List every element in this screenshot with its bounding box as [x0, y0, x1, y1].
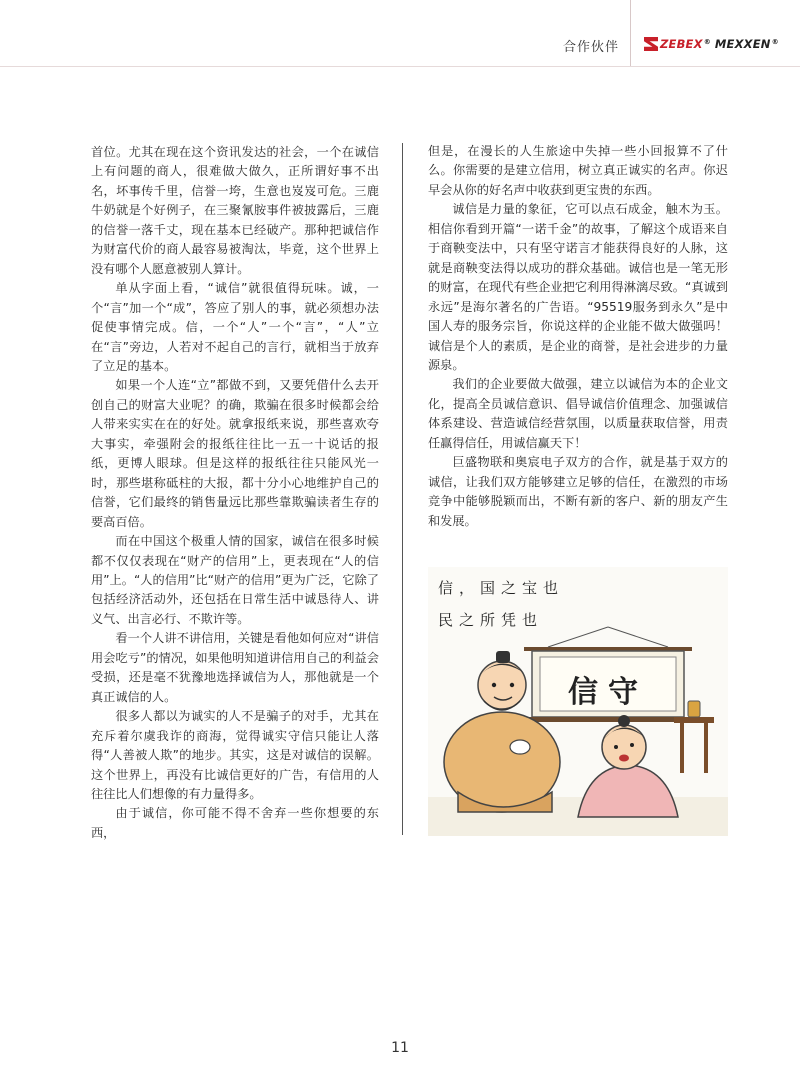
illustration-caption-line-2: 民之所凭也: [438, 611, 544, 629]
paragraph: 很多人都以为诚实的人不是骗子的对手，尤其在充斥着尔虞我诈的商海，觉得诚实守信只能让人落得“人善被人欺”的地步。其实，这是对诚信的误解。这个世界上，再没有比诚信更好的广告，有信用的人往往比人们想像的有力量得多。: [91, 709, 379, 801]
paragraph: 但是，在漫长的人生旅途中失掉一些小回报算不了什么。你需要的是建立信用，树立真正诚实的名声。你迟早会从你的好名声中收获到更宝贵的东西。: [428, 144, 728, 197]
header-divider-vertical: [630, 0, 631, 66]
paragraph: 而在中国这个极重人情的国家，诚信在很多时候都不仅仅表现在“财产的信用”上，更表现在“人的信用”上。“人的信用”比“财产的信用”更为广泛，它除了包括经济活动外，还包括在日常生活中诚恳待人、讲义气、出言必行、不欺许等。: [91, 534, 379, 626]
page-header: [0, 0, 800, 70]
logo-mexxen: MEXXEN: [714, 37, 771, 51]
illustration-caption-line-1: 信，国之宝也: [438, 579, 565, 597]
scroll-calligraphy: 信守: [568, 675, 648, 710]
page-number: 11: [391, 1040, 409, 1056]
registered-mark: ®: [703, 38, 711, 46]
article-left-column: [91, 143, 379, 843]
section-label: 合作伙伴: [563, 40, 620, 55]
paragraph: 我们的企业要做大做强，建立以诚信为本的企业文化，提高全员诚信意识、倡导诚信价值理念、加强诚信体系建设、营造诚信经营氛围，以质量获取信誉，用责任赢得信任，用诚信赢天下！: [428, 377, 728, 450]
registered-mark: ®: [771, 38, 779, 46]
paragraph: 由于诚信，你可能不得不舍弃一些你想要的东西，: [91, 806, 379, 840]
logo-text: [660, 37, 783, 51]
column-divider: [402, 143, 403, 835]
paragraph: 首位。尤其在现在这个资讯发达的社会，一个在诚信上有问题的商人，很难做大做久，正所谓好事不出名，坏事传千里，信誉一垮，生意也岌岌可危。三鹿牛奶就是个好例子，在三聚氰胺事件被披露后，三鹿的信誉一落千丈，现在基本已经破产。那种把诚信作为财富代价的商人最容易被淘汰，毕竟，这个世界上没有哪个人愿意被别人算计。: [91, 145, 379, 276]
zebex-logo-icon: [644, 37, 658, 51]
paragraph: 诚信是力量的象征，它可以点石成金，触木为玉。相信你看到开篇“一诺千金”的故事，了解这个成语来自于商鞅变法中，只有坚守诺言才能获得良好的人脉，这就是商鞅变法得以成功的群众基础。诚信也是一笔无形的财富，在现代有些企业把它利用得淋漓尽致。“真诚到永远”是海尔著名的广告语。“95519服务到永久”是中国人寿的服务宗旨，你说这样的企业能不做大做强吗！诚信是个人的素质，是企业的商誉，是社会进步的力量源泉。: [428, 202, 728, 372]
header-divider-horizontal: [0, 66, 800, 67]
paragraph: 看一个人讲不讲信用，关键是看他如何应对“讲信用会吃亏”的情况，如果他明知道讲信用自己的利益会受损，还是毫不犹豫地选择诚信为人，那他就是一个真正诚信的人。: [91, 631, 379, 704]
paragraph: 巨盛物联和奥宸电子双方的合作，就是基于双方的诚信，让我们双方能够建立足够的信任，在激烈的市场竞争中能够脱颖而出，不断有新的客户、新的朋友产生和发展。: [428, 455, 728, 528]
paragraph: 单从字面上看，“诚信”就很值得玩味。诚，一个“言”加一个“成”，答应了别人的事，就必须想办法促使事情完成。信，一个“人”一个“言”，“人”立在“言”旁边，人若对不起自己的言行，就相当于放弃了立足的基本。: [91, 281, 379, 373]
paragraph: 如果一个人连“立”都做不到，又要凭借什么去开创自己的财富大业呢？的确，欺骗在很多时候都会给人带来实实在在的好处。就拿报纸来说，那些喜欢夸大事实，牵强附会的报纸往往比一五一十说话的报纸，更博人眼球。但是这样的报纸往往只能风光一时，那些堪称砥柱的大报，都十分小心地维护自己的信誉，它们最终的销售量远比那些靠欺骗读者生存的要高百倍。: [91, 378, 379, 529]
partner-logos: [644, 35, 783, 53]
article-right-column: [428, 142, 728, 531]
logo-zebex: ZEBEX: [660, 37, 703, 51]
honesty-illustration: [428, 567, 728, 836]
